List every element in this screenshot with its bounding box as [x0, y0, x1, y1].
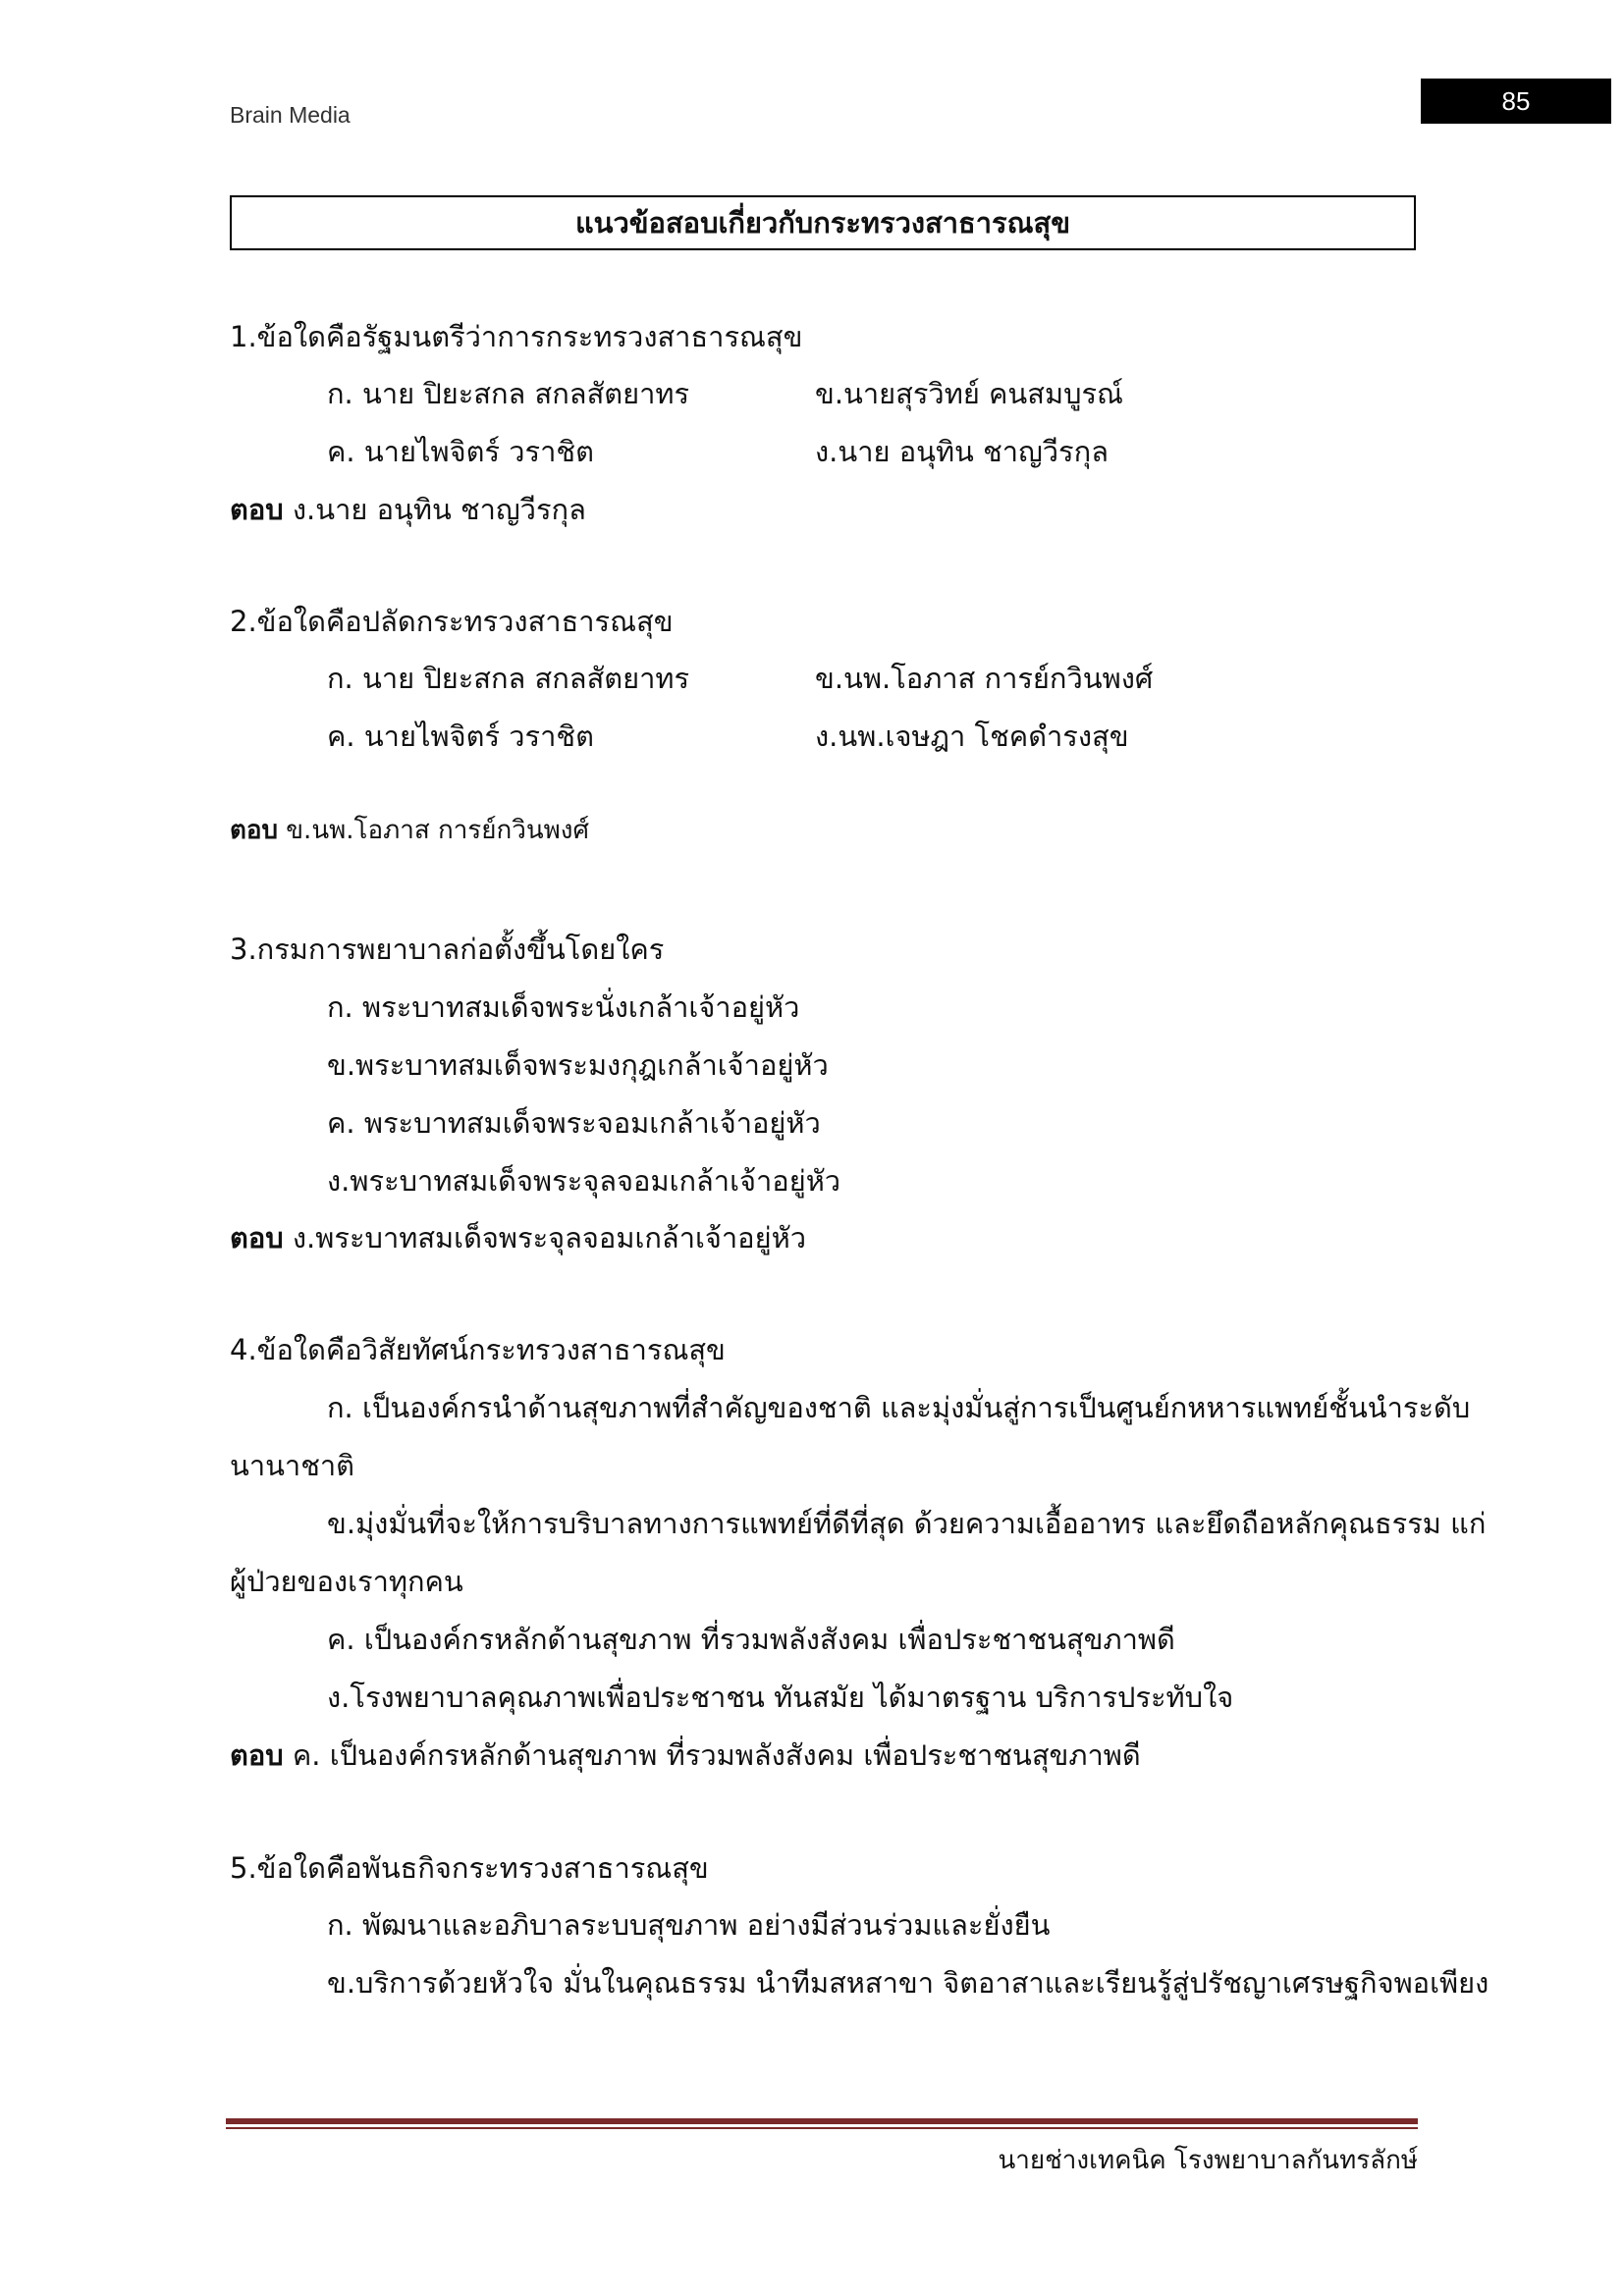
- q4-option-a: ก. เป็นองค์กรนำด้านสุขภาพที่สำคัญของชาติ และมุ่งมั่นสู่การเป็นศูนย์กหหารแพทย์ชั้นนำระดับ: [327, 1391, 1471, 1424]
- q2-option-a: ก. นาย ปิยะสกล สกลสัตยาทร: [327, 662, 690, 695]
- q2-answer: [230, 811, 589, 850]
- q3-answer: [230, 1218, 806, 1257]
- question-2: 2.ข้อใดคือปลัดกระทรวงสาธารณสุข: [230, 605, 674, 638]
- q1-answer: [230, 490, 586, 529]
- answer-text: ง.นาย อนุทิน ชาญวีรกุล: [283, 493, 586, 526]
- answer-label: ตอบ: [230, 1221, 284, 1255]
- q1-option-b: ข.นายสุรวิทย์ คนสมบูรณ์: [815, 377, 1123, 410]
- footer-rule: [226, 2118, 1418, 2124]
- q1-option-a: ก. นาย ปิยะสกล สกลสัตยาทร: [327, 377, 690, 410]
- answer-text: ค. เป็นองค์กรหลักด้านสุขภาพ ที่รวมพลังสังคม เพื่อประชาชนสุขภาพดี: [283, 1738, 1141, 1772]
- footer-rule-thin: [226, 2127, 1418, 2129]
- answer-label: ตอบ: [230, 493, 284, 526]
- question-1: 1.ข้อใดคือรัฐมนตรีว่าการกระทรวงสาธารณสุข: [230, 320, 803, 353]
- page-number: 85: [1421, 79, 1611, 124]
- q2-option-b: ข.นพ.โอภาส การย์กวินพงศ์: [815, 662, 1154, 695]
- q3-option-c: ค. พระบาทสมเด็จพระจอมเกล้าเจ้าอยู่หัว: [327, 1106, 821, 1140]
- question-5: 5.ข้อใดคือพันธกิจกระทรวงสาธารณสุข: [230, 1851, 709, 1885]
- q4-option-b-continued: ผู้ป่วยของเราทุกคน: [230, 1565, 463, 1598]
- q2-option-d: ง.นพ.เจษฎา โชคดำรงสุข: [815, 720, 1129, 753]
- q1-option-d: ง.นาย อนุทิน ชาญวีรกุล: [815, 435, 1109, 468]
- question-4: 4.ข้อใดคือวิสัยทัศน์กระทรวงสาธารณสุข: [230, 1333, 726, 1366]
- answer-label: ตอบ: [230, 816, 279, 845]
- footer-text: นายช่างเทคนิค โรงพยาบาลกันทรลักษ์: [998, 2146, 1418, 2175]
- q4-option-a-continued: นานาชาติ: [230, 1449, 355, 1482]
- answer-text: ง.พระบาทสมเด็จพระจุลจอมเกล้าเจ้าอยู่หัว: [283, 1221, 806, 1255]
- page-title: แนวข้อสอบเกี่ยวกับกระทรวงสาธารณสุข: [230, 195, 1416, 250]
- q5-option-b: ข.บริการด้วยหัวใจ มั่นในคุณธรรม นำทีมสหสาขา จิตอาสาและเรียนรู้สู่ปรัชญาเศรษฐกิจพอเพียง: [327, 1966, 1489, 2000]
- q4-answer: [230, 1735, 1141, 1775]
- question-3: 3.กรมการพยาบาลก่อตั้งขึ้นโดยใคร: [230, 933, 665, 966]
- q5-option-a: ก. พัฒนาและอภิบาลระบบสุขภาพ อย่างมีส่วนร่วมและยั่งยืน: [327, 1908, 1051, 1942]
- answer-text: ข.นพ.โอภาส การย์กวินพงศ์: [278, 816, 589, 845]
- q3-option-b: ข.พระบาทสมเด็จพระมงกุฎเกล้าเจ้าอยู่หัว: [327, 1048, 829, 1082]
- q3-option-d: ง.พระบาทสมเด็จพระจุลจอมเกล้าเจ้าอยู่หัว: [327, 1164, 841, 1198]
- q3-option-a: ก. พระบาทสมเด็จพระนั่งเกล้าเจ้าอยู่หัว: [327, 990, 800, 1024]
- brand-name: Brain Media: [230, 102, 351, 128]
- q1-option-c: ค. นายไพจิตร์ วราชิต: [327, 435, 594, 468]
- q2-option-c: ค. นายไพจิตร์ วราชิต: [327, 720, 594, 753]
- q4-option-c: ค. เป็นองค์กรหลักด้านสุขภาพ ที่รวมพลังสังคม เพื่อประชาชนสุขภาพดี: [327, 1623, 1175, 1656]
- q4-option-d: ง.โรงพยาบาลคุณภาพเพื่อประชาชน ทันสมัย ได้มาตรฐาน บริการประทับใจ: [327, 1681, 1234, 1714]
- q4-option-b: ข.มุ่งมั่นที่จะให้การบริบาลทางการแพทย์ที่ดีที่สุด ด้วยความเอื้ออาทร และยึดถือหลักคุณธรรม แก่: [327, 1507, 1487, 1540]
- answer-label: ตอบ: [230, 1738, 284, 1772]
